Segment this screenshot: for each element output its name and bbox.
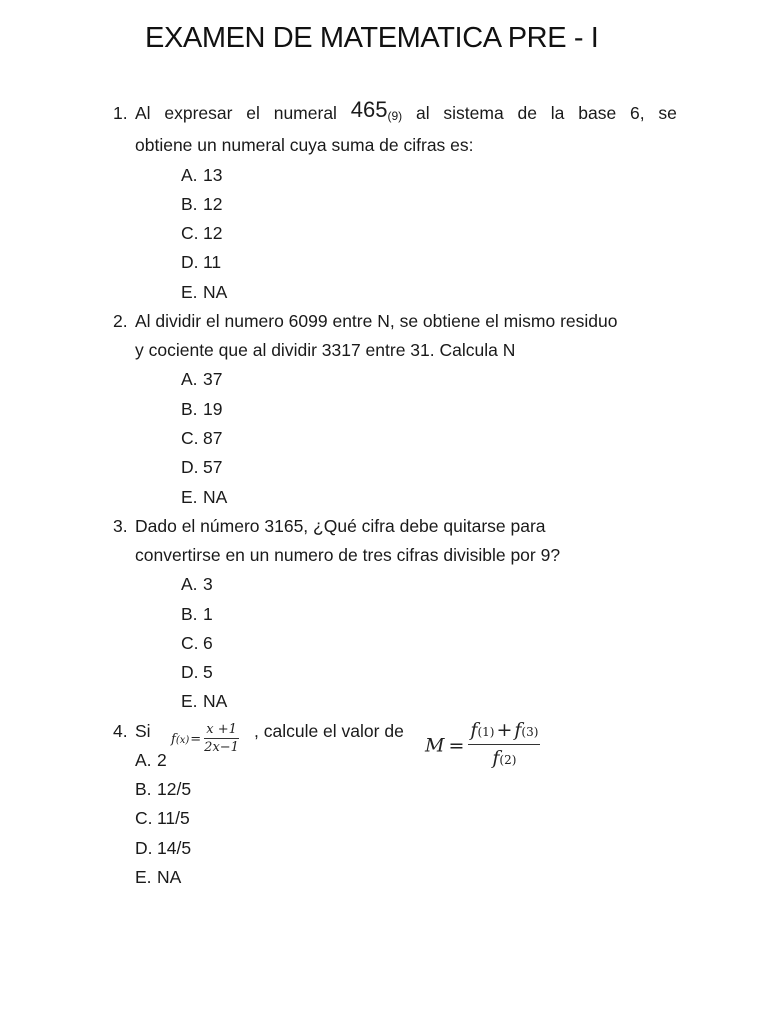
question-number: 3.	[113, 516, 128, 536]
question-1-line-1	[135, 97, 677, 127]
option-text: 1	[203, 604, 213, 624]
option-letter: E.	[181, 282, 198, 302]
plus-sign: +	[496, 719, 513, 741]
option-d[interactable]	[135, 837, 191, 859]
option-letter: E.	[181, 691, 198, 711]
question-3-line-1: Dado el número 3165, ¿Qué cifra debe quitarse para	[135, 516, 546, 536]
option-b[interactable]	[135, 778, 191, 800]
f-symbol: f	[470, 719, 478, 741]
option-a[interactable]	[135, 749, 167, 771]
option-letter: E.	[181, 487, 198, 507]
numeral-base: (9)	[387, 109, 403, 123]
q1-word: al	[415, 103, 430, 123]
f-subscript: (2)	[499, 753, 517, 767]
option-letter: A.	[181, 165, 198, 185]
option-e[interactable]	[181, 486, 227, 508]
option-a[interactable]	[181, 164, 222, 186]
f-subscript: (1)	[477, 725, 495, 739]
option-text: 14/5	[157, 838, 192, 858]
option-letter: C.	[181, 633, 199, 653]
question-1-line-2: obtiene un numeral cuya suma de cifras es:	[135, 135, 474, 155]
q1-word: sistema	[443, 103, 504, 123]
q1-word: Al	[135, 103, 151, 123]
m-denominator	[490, 745, 518, 773]
option-letter: D.	[181, 662, 199, 682]
option-d[interactable]	[181, 251, 221, 273]
formula-m	[425, 718, 540, 773]
f-subscript: (3)	[521, 725, 539, 739]
m-symbol: M	[425, 734, 445, 757]
option-text: 5	[203, 662, 213, 682]
q1-word: se	[658, 103, 677, 123]
question-number: 1.	[113, 103, 128, 123]
f-subscript: (x)	[175, 734, 190, 746]
exam-title: EXAMEN DE MATEMATICA PRE - I	[145, 22, 599, 54]
option-letter: C.	[181, 223, 199, 243]
option-c[interactable]	[181, 632, 213, 654]
option-letter: A.	[181, 574, 198, 594]
option-letter: A.	[181, 369, 198, 389]
option-text: NA	[203, 282, 228, 302]
option-c[interactable]	[181, 427, 222, 449]
f-numerator: x +1	[206, 722, 237, 737]
option-text: 12	[203, 223, 223, 243]
m-fraction	[468, 718, 540, 773]
option-d[interactable]	[181, 661, 213, 683]
option-text: 2	[157, 750, 167, 770]
option-e[interactable]	[181, 281, 227, 303]
f-symbol: f	[492, 747, 500, 769]
option-letter: D.	[181, 457, 199, 477]
q1-word: base	[578, 103, 617, 123]
option-letter: B.	[181, 194, 198, 214]
option-text: 57	[203, 457, 223, 477]
option-text: 37	[203, 369, 223, 389]
option-e[interactable]	[181, 690, 227, 712]
option-b[interactable]	[181, 603, 213, 625]
question-number: 4.	[113, 721, 128, 741]
q1-word: numeral	[273, 103, 337, 123]
formula-f	[171, 722, 241, 756]
option-text: 3	[203, 574, 213, 594]
equals-sign: =	[448, 734, 465, 757]
question-4-middle: , calcule el valor de	[254, 721, 404, 741]
m-numerator	[468, 718, 540, 745]
q1-word: 6,	[630, 103, 645, 123]
numeral-value: 465	[350, 97, 388, 122]
option-c[interactable]	[135, 807, 190, 829]
option-e[interactable]	[135, 866, 181, 888]
option-text: 11	[203, 252, 222, 272]
option-a[interactable]	[181, 573, 213, 595]
option-text: 13	[203, 165, 223, 185]
option-b[interactable]	[181, 398, 222, 420]
option-letter: D.	[135, 838, 153, 858]
question-4-si: Si	[135, 721, 151, 741]
option-text: 11/5	[157, 808, 190, 828]
option-text: NA	[203, 487, 228, 507]
option-a[interactable]	[181, 368, 222, 390]
question-3-line-2: convertirse en un numero de tres cifras divisible por 9?	[135, 545, 561, 565]
option-letter: C.	[181, 428, 199, 448]
question-2-line-2: y cociente que al dividir 3317 entre 31. Calcula N	[135, 340, 516, 360]
question-number: 2.	[113, 311, 128, 331]
f-symbol: f	[171, 731, 176, 747]
option-letter: B.	[135, 779, 152, 799]
option-letter: B.	[181, 399, 198, 419]
f-lhs	[171, 732, 189, 747]
option-c[interactable]	[181, 222, 222, 244]
equals-sign: =	[190, 731, 202, 747]
f-fraction	[202, 722, 241, 756]
option-text: NA	[203, 691, 228, 711]
f-symbol: f	[514, 719, 522, 741]
option-b[interactable]	[181, 193, 222, 215]
f-denominator: 2x−1	[204, 740, 239, 755]
option-d[interactable]	[181, 456, 222, 478]
option-text: NA	[157, 867, 182, 887]
q1-word: el	[246, 103, 260, 123]
option-text: 19	[203, 399, 223, 419]
q1-word: de	[517, 103, 537, 123]
q1-numeral	[350, 97, 403, 127]
q1-word: la	[550, 103, 565, 123]
option-letter: C.	[135, 808, 153, 828]
option-text: 12	[203, 194, 223, 214]
option-letter: A.	[135, 750, 152, 770]
option-letter: E.	[135, 867, 152, 887]
option-letter: D.	[181, 252, 199, 272]
option-text: 12/5	[157, 779, 192, 799]
option-text: 6	[203, 633, 213, 653]
option-text: 87	[203, 428, 223, 448]
question-2-line-1: Al dividir el numero 6099 entre N, se obtiene el mismo residuo	[135, 311, 618, 331]
q1-word: expresar	[164, 103, 233, 123]
option-letter: B.	[181, 604, 198, 624]
